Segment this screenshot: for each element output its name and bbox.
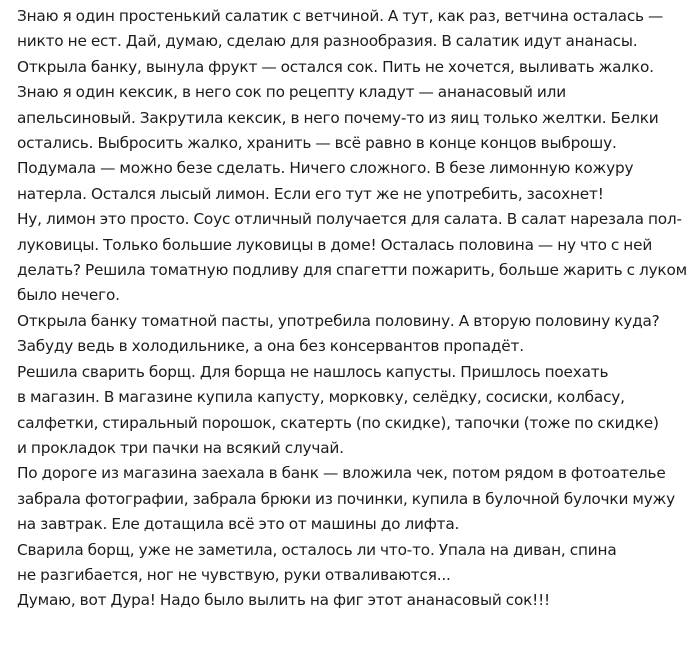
text-line: натерла. Остался лысый лимон. Если его тут же не употребить, засохнет!: [17, 184, 604, 203]
text-line: никто не ест. Дай, думаю, сделаю для разнообразия. В салатик идут ананасы.: [17, 32, 638, 51]
text-line: Подумала — можно безе сделать. Ничего сложного. В безе лимонную кожуру: [17, 159, 634, 178]
text-line: Решила сварить борщ. Для борща не нашлось капусты. Пришлось поехать: [17, 362, 609, 381]
text-line: По дороге из магазина заехала в банк — вложила чек, потом рядом в фотоателье: [17, 464, 666, 483]
text-line: Знаю я один простенький салатик с ветчиной. А тут, как раз, ветчина осталась —: [17, 7, 664, 25]
text-line: луковицы. Только большие луковицы в доме! Осталась половина — ну что с ней: [17, 235, 653, 254]
text-line: Открыла банку, вынула фрукт — остался сок. Пить не хочется, выливать жалко.: [17, 57, 654, 76]
text-line: забрала фотографии, забрала брюки из починки, купила в булочной булочки мужу: [17, 489, 675, 508]
text-line: Сварила борщ, уже не заметила, осталось ли что-то. Упала на диван, спина: [17, 540, 617, 559]
text-line: было нечего.: [17, 286, 120, 305]
text-line: остались. Выбросить жалко, хранить — всё равно в конце концов выброшу.: [17, 134, 617, 153]
text-line: не разгибается, ног не чувствую, руки отваливаются...: [17, 565, 451, 584]
text-line: на завтрак. Еле дотащила всё это от машины до лифта.: [17, 515, 460, 534]
text-line: в магазин. В магазине купила капусту, морковку, селёдку, сосиски, колбасу,: [17, 388, 625, 407]
text-line: апельсиновый. Закрутила кексик, в него почему-то из яиц только желтки. Белки: [17, 108, 659, 127]
text-line: Забуду ведь в холодильнике, а она без консервантов пропадёт.: [17, 337, 524, 356]
text-line: и прокладок три пачки на всякий случай.: [17, 438, 344, 457]
text-line: Открыла банку томатной пасты, употребила половину. А вторую половину куда?: [17, 311, 660, 330]
text-line: делать? Решила томатную подливу для спагетти пожарить, больше жарить с луком: [17, 261, 687, 280]
text-line: Знаю я один кексик, в него сок по рецепту кладут — ананасовый или: [17, 83, 567, 102]
text-line: Думаю, вот Дура! Надо было вылить на фиг этот ананасовый сок!!!: [17, 591, 550, 610]
text-line: Ну, лимон это просто. Соус отличный получается для салата. В салат нарезала пол-: [17, 210, 682, 229]
text-line: салфетки, стиральный порошок, скатерть (по скидке), тапочки (тоже по скидке): [17, 413, 659, 432]
